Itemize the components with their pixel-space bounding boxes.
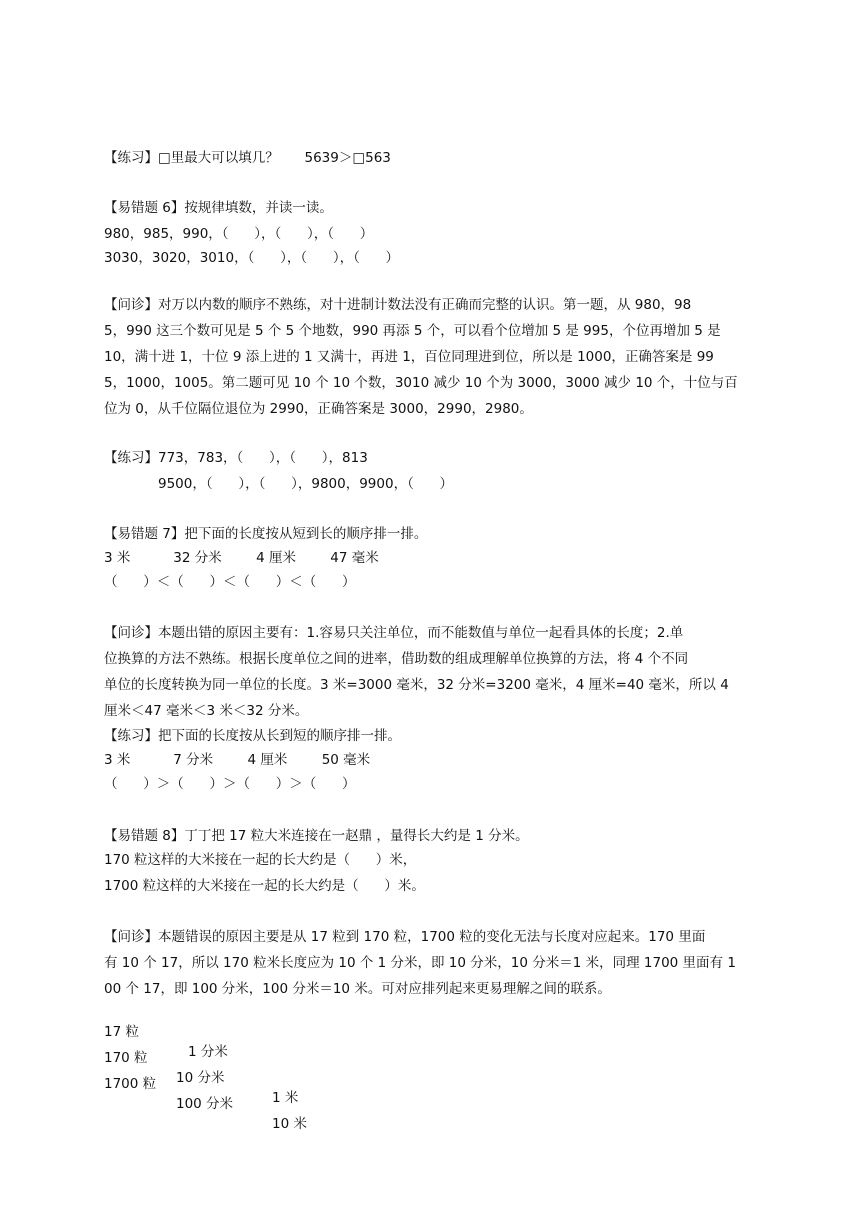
diagnosis-6 <box>104 292 760 422</box>
diagnosis-7-line: 单位的长度转换为同一单位的长度。3 米=3000 毫米，32 分米=3200 毫米，4 厘米=40 毫米，所以 4 <box>104 677 729 693</box>
diagnosis-8-line: 有 10 个 17，所以 170 粒米长度应为 10 个 1 分米，即 10 分米，10 分米＝1 米，同理 1700 里面有 1 <box>104 955 736 971</box>
diagnosis-6-line: 10，满十进 1，十位 9 添上进的 1 又满十，再进 1，百位同理进到位，所以是 1000，正确答案是 99 <box>104 349 714 365</box>
table-cell: 1700 粒 <box>104 1076 157 1092</box>
diagnosis-7-line: 【问诊】本题出错的原因主要有：1.容易只关注单位，而不能数值与单位一起看具体的长度；2.单 <box>104 625 684 641</box>
diagnosis-8 <box>104 924 760 1002</box>
diagnosis-8-line: 【问诊】本题错误的原因主要是从 17 粒到 170 粒，1700 粒的变化无法与长度对应起来。170 里面 <box>104 929 706 945</box>
table-cell: 10 分米 <box>176 1070 225 1086</box>
practice-3-line-1: 3 米 7 分米 4 厘米 50 毫米 <box>104 752 371 768</box>
table-cell: 17 粒 <box>104 1024 139 1040</box>
practice-3-title: 【练习】把下面的长度按从长到短的顺序排一排。 <box>104 728 401 744</box>
error-8-line-1: 170 粒这样的大米接在一起的长大约是（ ）米， <box>104 852 417 868</box>
error-7-line-1: 3 米 32 分米 4 厘米 47 毫米 <box>104 550 379 566</box>
error-6-line-1: 980，985，990，（ ），（ ），（ ） <box>104 226 374 242</box>
diagnosis-6-line: 5，990 这三个数可见是 5 个 5 个地数，990 再添 5 个，可以看个位增加 5 是 995，个位再增加 5 是 <box>104 323 721 339</box>
error-7-line-2: （ ）＜（ ）＜（ ）＜（ ） <box>104 574 356 590</box>
table-cell: 1 分米 <box>188 1044 228 1060</box>
table-cell: 10 米 <box>272 1116 307 1132</box>
practice-2-line-2: 9500，（ ），（ ），9800，9900，（ ） <box>158 476 454 492</box>
practice-2-line-1: 【练习】773，783，（ ），（ ），813 <box>104 450 368 466</box>
practice-1: 【练习】□里最大可以填几？ 5639＞□563 <box>104 150 391 166</box>
diagnosis-7-line: 位换算的方法不熟练。根据长度单位之间的进率，借助数的组成理解单位换算的方法，将 4 个不同 <box>104 651 689 667</box>
error-7-title: 【易错题 7】把下面的长度按从短到长的顺序排一排。 <box>104 526 428 542</box>
table-cell: 1 米 <box>272 1090 299 1106</box>
error-8-line-2: 1700 粒这样的大米接在一起的长大约是（ ）米。 <box>104 878 425 894</box>
table-cell: 100 分米 <box>176 1096 234 1112</box>
error-6-title: 【易错题 6】按规律填数，并读一读。 <box>104 200 333 216</box>
diagnosis-7 <box>104 620 760 724</box>
practice-3-line-2: （ ）＞（ ）＞（ ）＞（ ） <box>104 776 356 792</box>
table-cell: 170 粒 <box>104 1050 148 1066</box>
diagnosis-7-line: 厘米＜47 毫米＜3 米＜32 分米。 <box>104 703 309 719</box>
diagnosis-6-line: 位为 0，从千位隔位退位为 2990，正确答案是 3000，2990，2980。 <box>104 401 533 417</box>
diagnosis-6-line: 5，1000，1005。第二题可见 10 个 10 个数，3010 减少 10 个为 3000，3000 减少 10 个，十位与百 <box>104 375 738 391</box>
error-6-line-2: 3030，3020，3010，（ ），（ ），（ ） <box>104 250 400 266</box>
diagnosis-6-line: 【问诊】对万以内数的顺序不熟练，对十进制计数法没有正确而完整的认识。第一题，从 980，98 <box>104 297 692 313</box>
error-8-title: 【易错题 8】丁丁把 17 粒大米连接在一赵鼎 ，量得长大约是 1 分米。 <box>104 828 529 844</box>
diagnosis-8-line: 00 个 17，即 100 分米，100 分米＝10 米。可对应排列起来更易理解之间的联系。 <box>104 981 611 997</box>
